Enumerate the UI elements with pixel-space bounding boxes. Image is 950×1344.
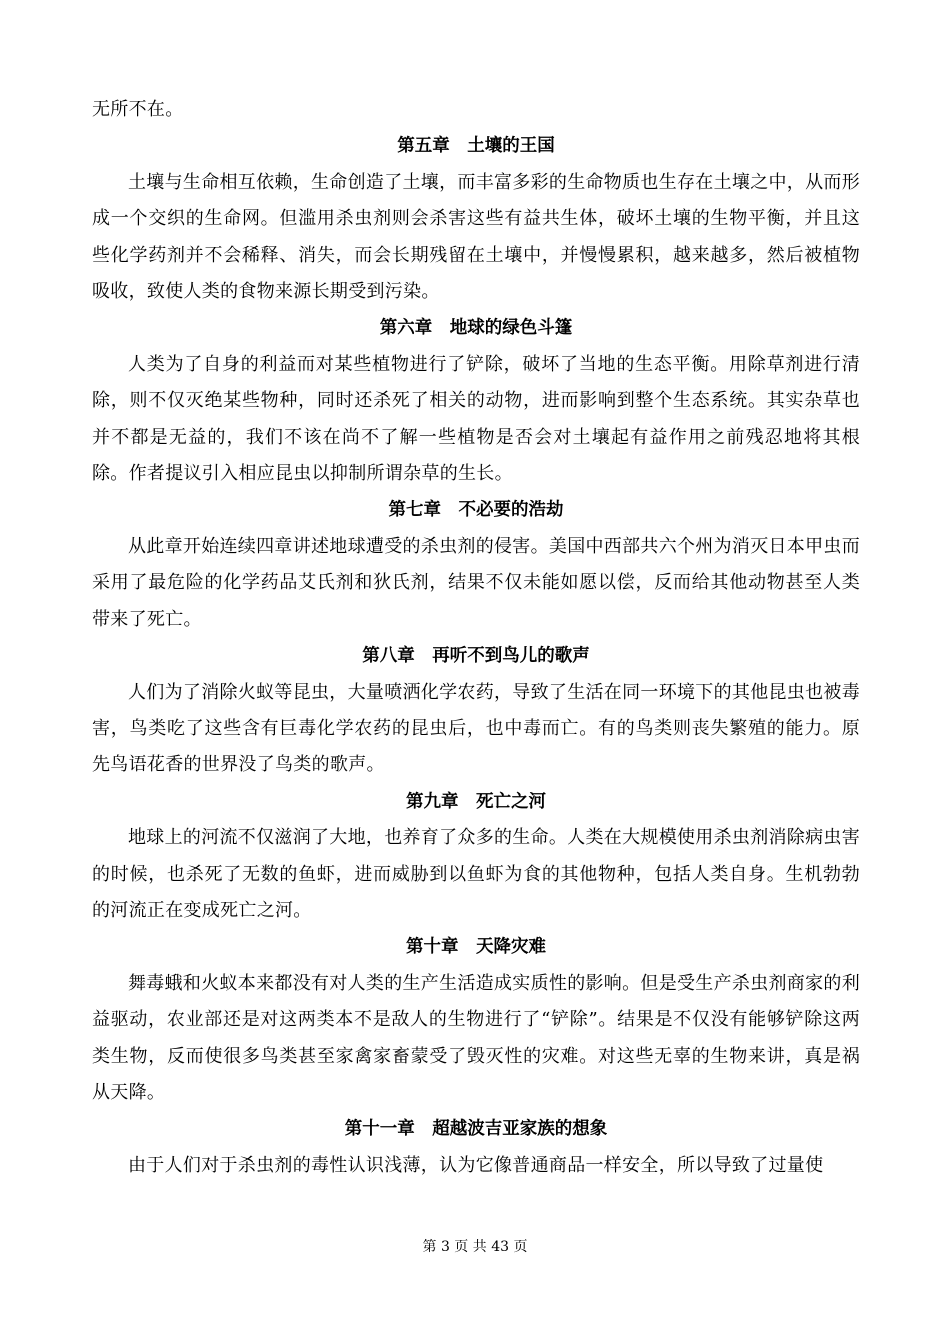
chapter-heading: 第八章 再听不到鸟儿的歌声 xyxy=(362,646,590,667)
body-paragraph: 无所不在。 xyxy=(92,99,184,120)
page-footer: 第 3 页 共 43 页 xyxy=(422,1239,528,1255)
chapter-heading: 第九章 死亡之河 xyxy=(406,791,546,812)
body-paragraph: 舞毒蛾和火蚁本来都没有对人类的生产生活造成实质性的影响。但是受生产杀虫剂商家的利益驱动，农业部还是对这两类本不是敌人的生物进行了“铲除”。结果是不仅没有能够铲除这两类生物，反而使很多鸟类甚至家禽家畜蒙受了毁灭性的灾难。对这些无辜的生物来讲，真是祸从天降。 xyxy=(92,972,860,1103)
body-paragraph: 由于人们对于杀虫剂的毒性认识浅薄，认为它像普通商品一样安全，所以导致了过量使 xyxy=(128,1154,824,1176)
body-paragraph: 从此章开始连续四章讲述地球遭受的杀虫剂的侵害。美国中西部共六个州为消灭日本甲虫而采用了最危险的化学药品艾氏剂和狄氏剂，结果不仅未能如愿以偿，反而给其他动物甚至人类带来了死亡。 xyxy=(92,535,860,630)
chapter-heading: 第五章 土壤的王国 xyxy=(397,136,555,157)
document-body xyxy=(92,92,860,1184)
body-paragraph: 土壤与生命相互依赖，生命创造了土壤，而丰富多彩的生命物质也生存在土壤之中，从而形成一个交织的生命网。但滥用杀虫剂则会杀害这些有益共生体，破坏土壤的生物平衡，并且这些化学药剂并不会稀释、消失，而会长期残留在土壤中，并慢慢累积，越来越多，然后被植物吸收，致使人类的食物来源长期受到污染。 xyxy=(92,171,860,303)
chapter-heading: 第六章 地球的绿色斗篷 xyxy=(379,318,573,339)
body-paragraph: 地球上的河流不仅滋润了大地，也养育了众多的生命。人类在大规模使用杀虫剂消除病虫害的时候，也杀死了无数的鱼虾，进而威胁到以鱼虾为食的其他物种，包括人类自身。生机勃勃的河流正在变成死亡之河。 xyxy=(92,827,860,921)
chapter-heading: 第十一章 超越波吉亚家族的想象 xyxy=(344,1119,608,1140)
body-paragraph: 人类为了自身的利益而对某些植物进行了铲除，破坏了当地的生态平衡。用除草剂进行清除，则不仅灭绝某些物种，同时还杀死了相关的动物，进而影响到整个生态系统。其实杂草也并不都是无益的，我们不该在尚不了解一些植物是否会对土壤起有益作用之前残忍地将其根除。作者提议引入相应昆虫以抑制所谓杂草的生长。 xyxy=(92,353,860,485)
chapter-heading: 第七章 不必要的浩劫 xyxy=(388,500,564,521)
chapter-heading: 第十章 天降灾难 xyxy=(406,937,546,958)
body-paragraph: 人们为了消除火蚁等昆虫，大量喷洒化学农药，导致了生活在同一环境下的其他昆虫也被毒害，鸟类吃了这些含有巨毒化学农药的昆虫后，也中毒而亡。有的鸟类则丧失繁殖的能力。原先鸟语花香的世界没了鸟类的歌声。 xyxy=(92,681,860,776)
